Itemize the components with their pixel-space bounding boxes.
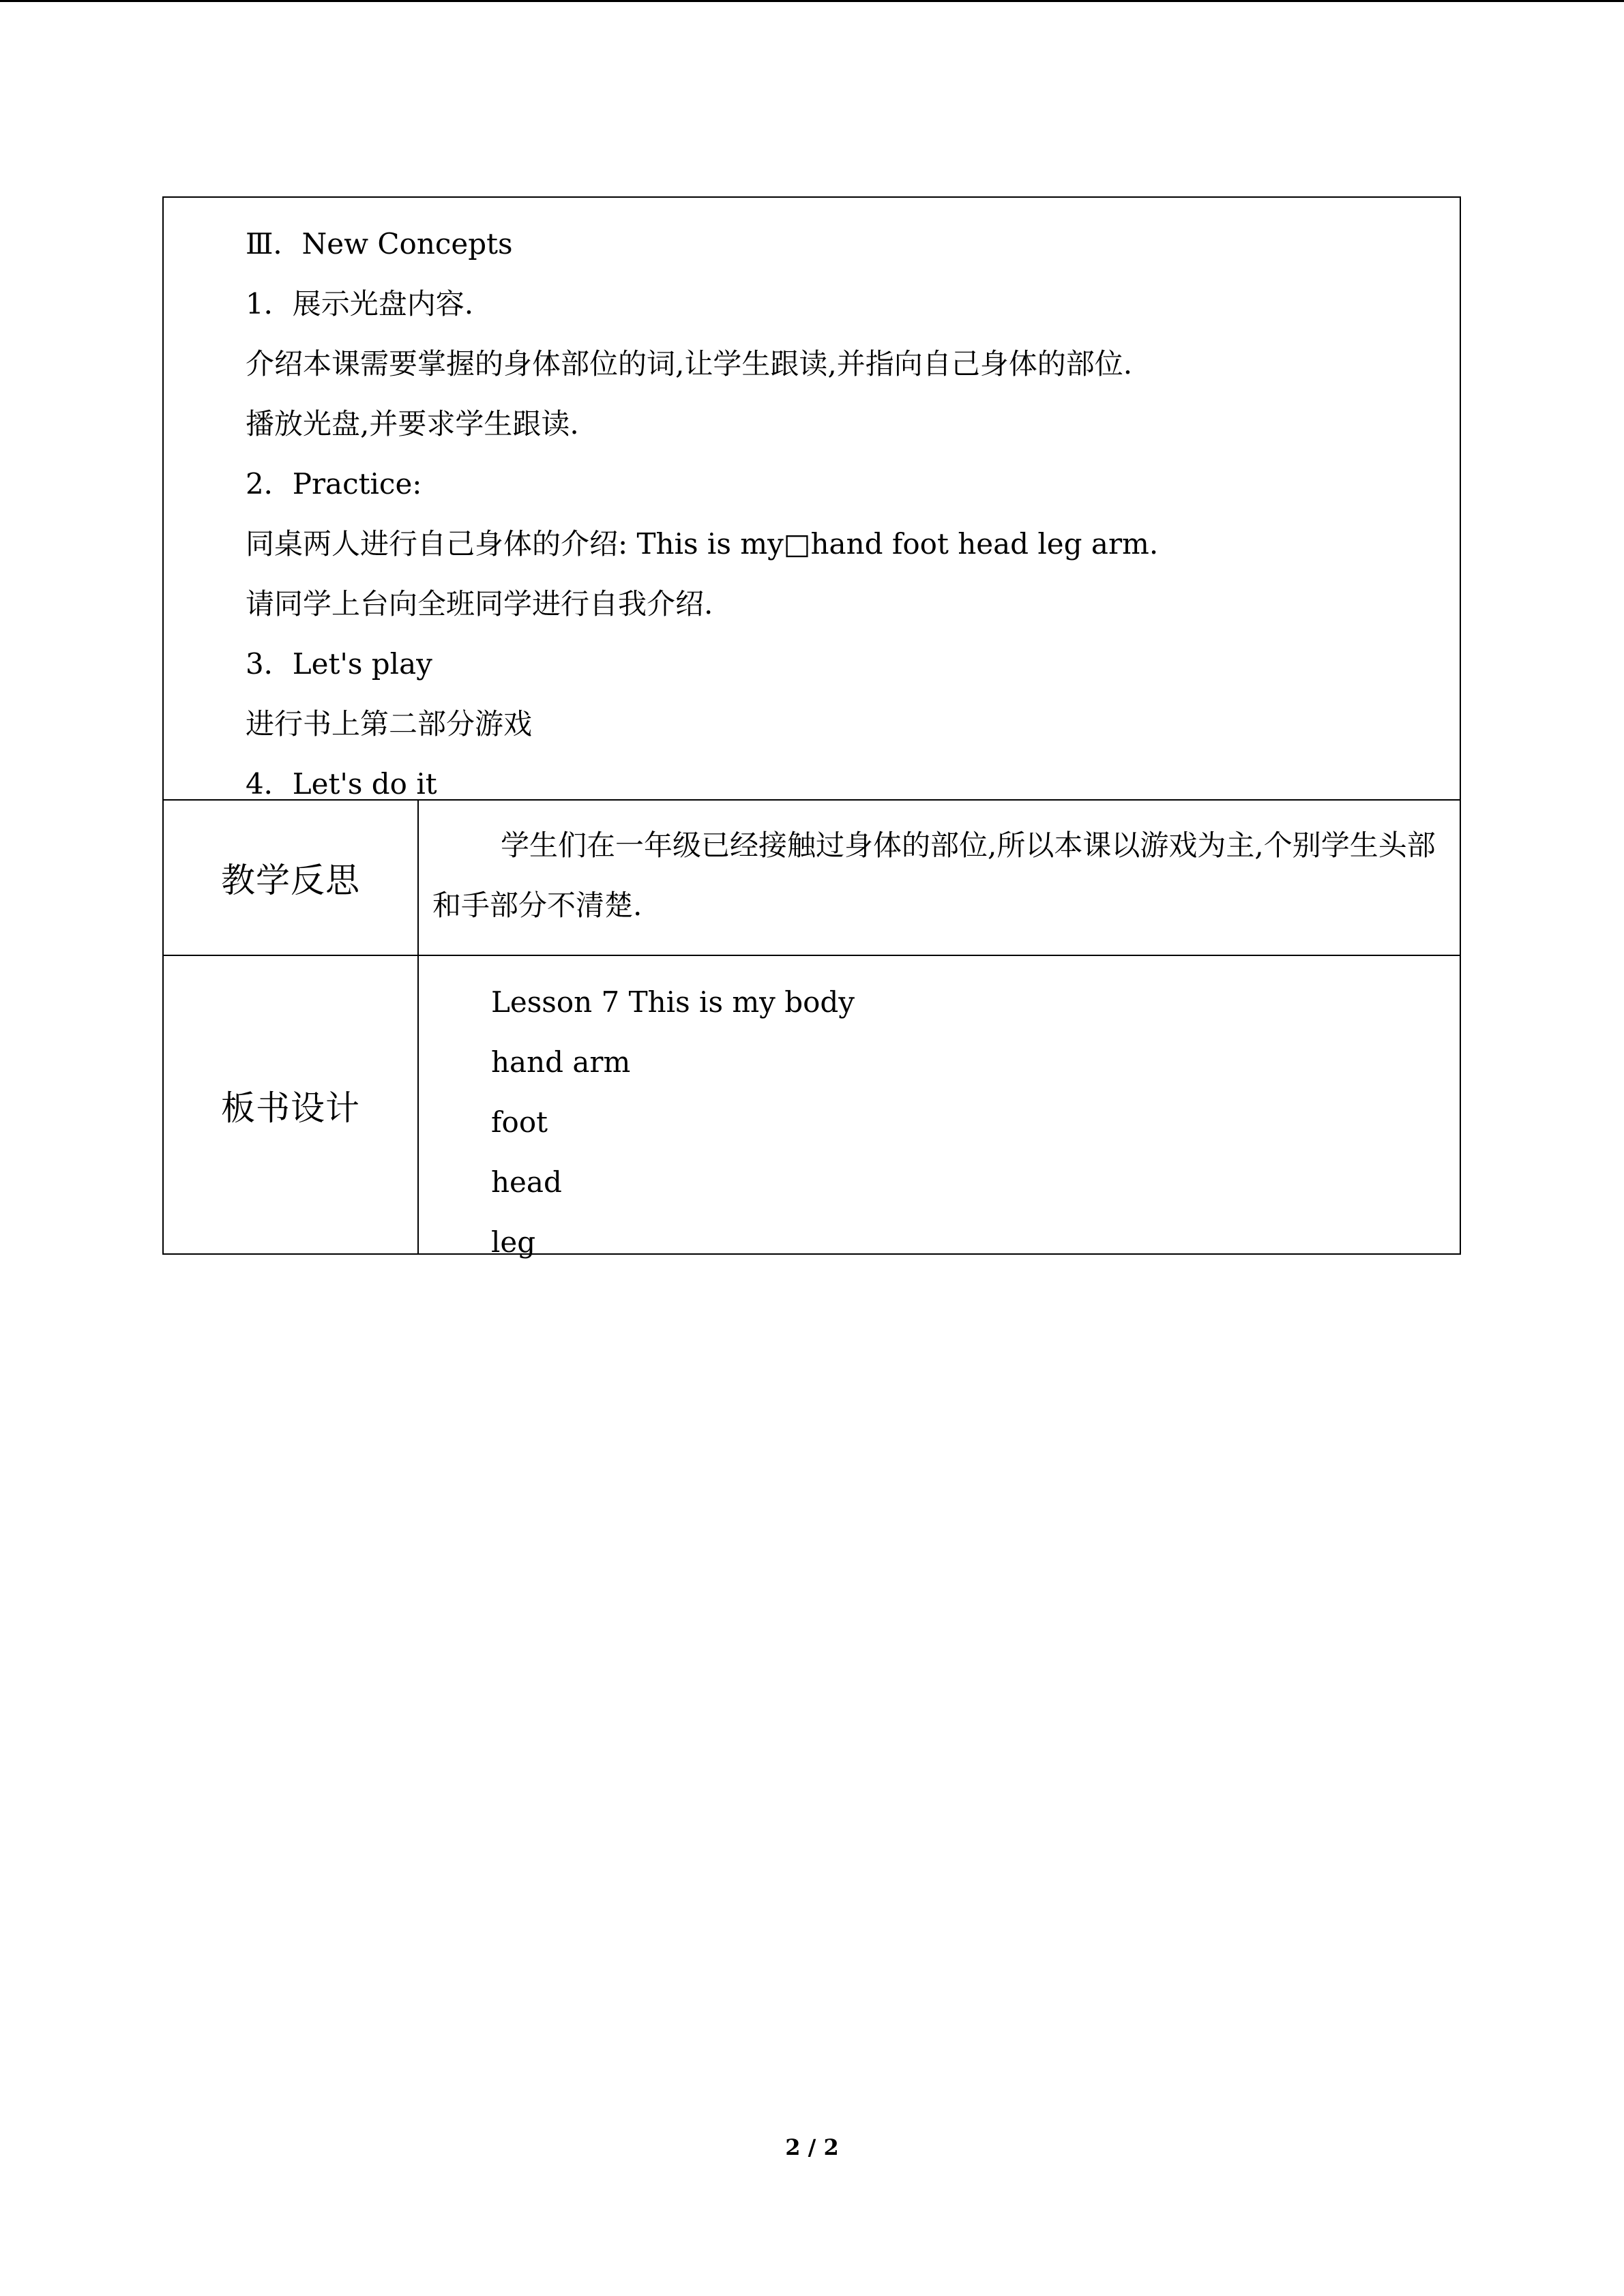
process-line-play-disc: 播放光盘,并要求学生跟读.: [246, 407, 579, 441]
process-line-game: 进行书上第二部分游戏: [246, 707, 533, 741]
process-line-pair-introduction: 同桌两人进行自己身体的介绍: This is my□hand foot head leg arm.: [246, 527, 1159, 561]
process-line-step-4-do-it: 4．Let's do it: [246, 767, 437, 801]
process-line-self-introduction: 请同学上台向全班同学进行自我介绍.: [246, 587, 713, 621]
teaching-reflection-row: [164, 801, 1460, 956]
teaching-reflection-cell: [419, 801, 1460, 955]
process-line-step-1: 1．展示光盘内容.: [246, 287, 474, 320]
lesson-plan-table: [162, 196, 1461, 1259]
page-number: 2 / 2: [785, 2134, 839, 2160]
board-line-hand-arm: hand arm: [491, 1045, 631, 1079]
board-line-head: head: [491, 1165, 562, 1199]
board-design-row: [164, 956, 1460, 1259]
board-line-foot: foot: [491, 1105, 548, 1139]
process-line-introduce-words: 介绍本课需要掌握的身体部位的词,让学生跟读,并指向自己身体的部位.: [246, 347, 1133, 381]
board-design-cell: [419, 956, 1460, 1259]
board-design-label: 板书设计: [164, 956, 419, 1255]
board-line-lesson-title: Lesson 7 This is my body: [491, 985, 855, 1019]
teaching-reflection-text: 学生们在一年级已经接触过身体的部位,所以本课以游戏为主,个别学生头部和手部分不清楚.: [432, 829, 1436, 922]
teaching-process-content: [246, 214, 1446, 801]
board-design-content: [491, 972, 1446, 1272]
top-border-line: [0, 0, 1624, 2]
board-line-leg: leg: [491, 1225, 536, 1259]
process-line-new-concepts: Ⅲ．New Concepts: [246, 227, 513, 260]
process-line-step-3-play: 3．Let's play: [246, 647, 432, 681]
process-line-step-2-practice: 2．Practice:: [246, 467, 422, 501]
teaching-reflection-label: 教学反思: [164, 801, 419, 955]
teaching-process-row: [164, 198, 1460, 801]
